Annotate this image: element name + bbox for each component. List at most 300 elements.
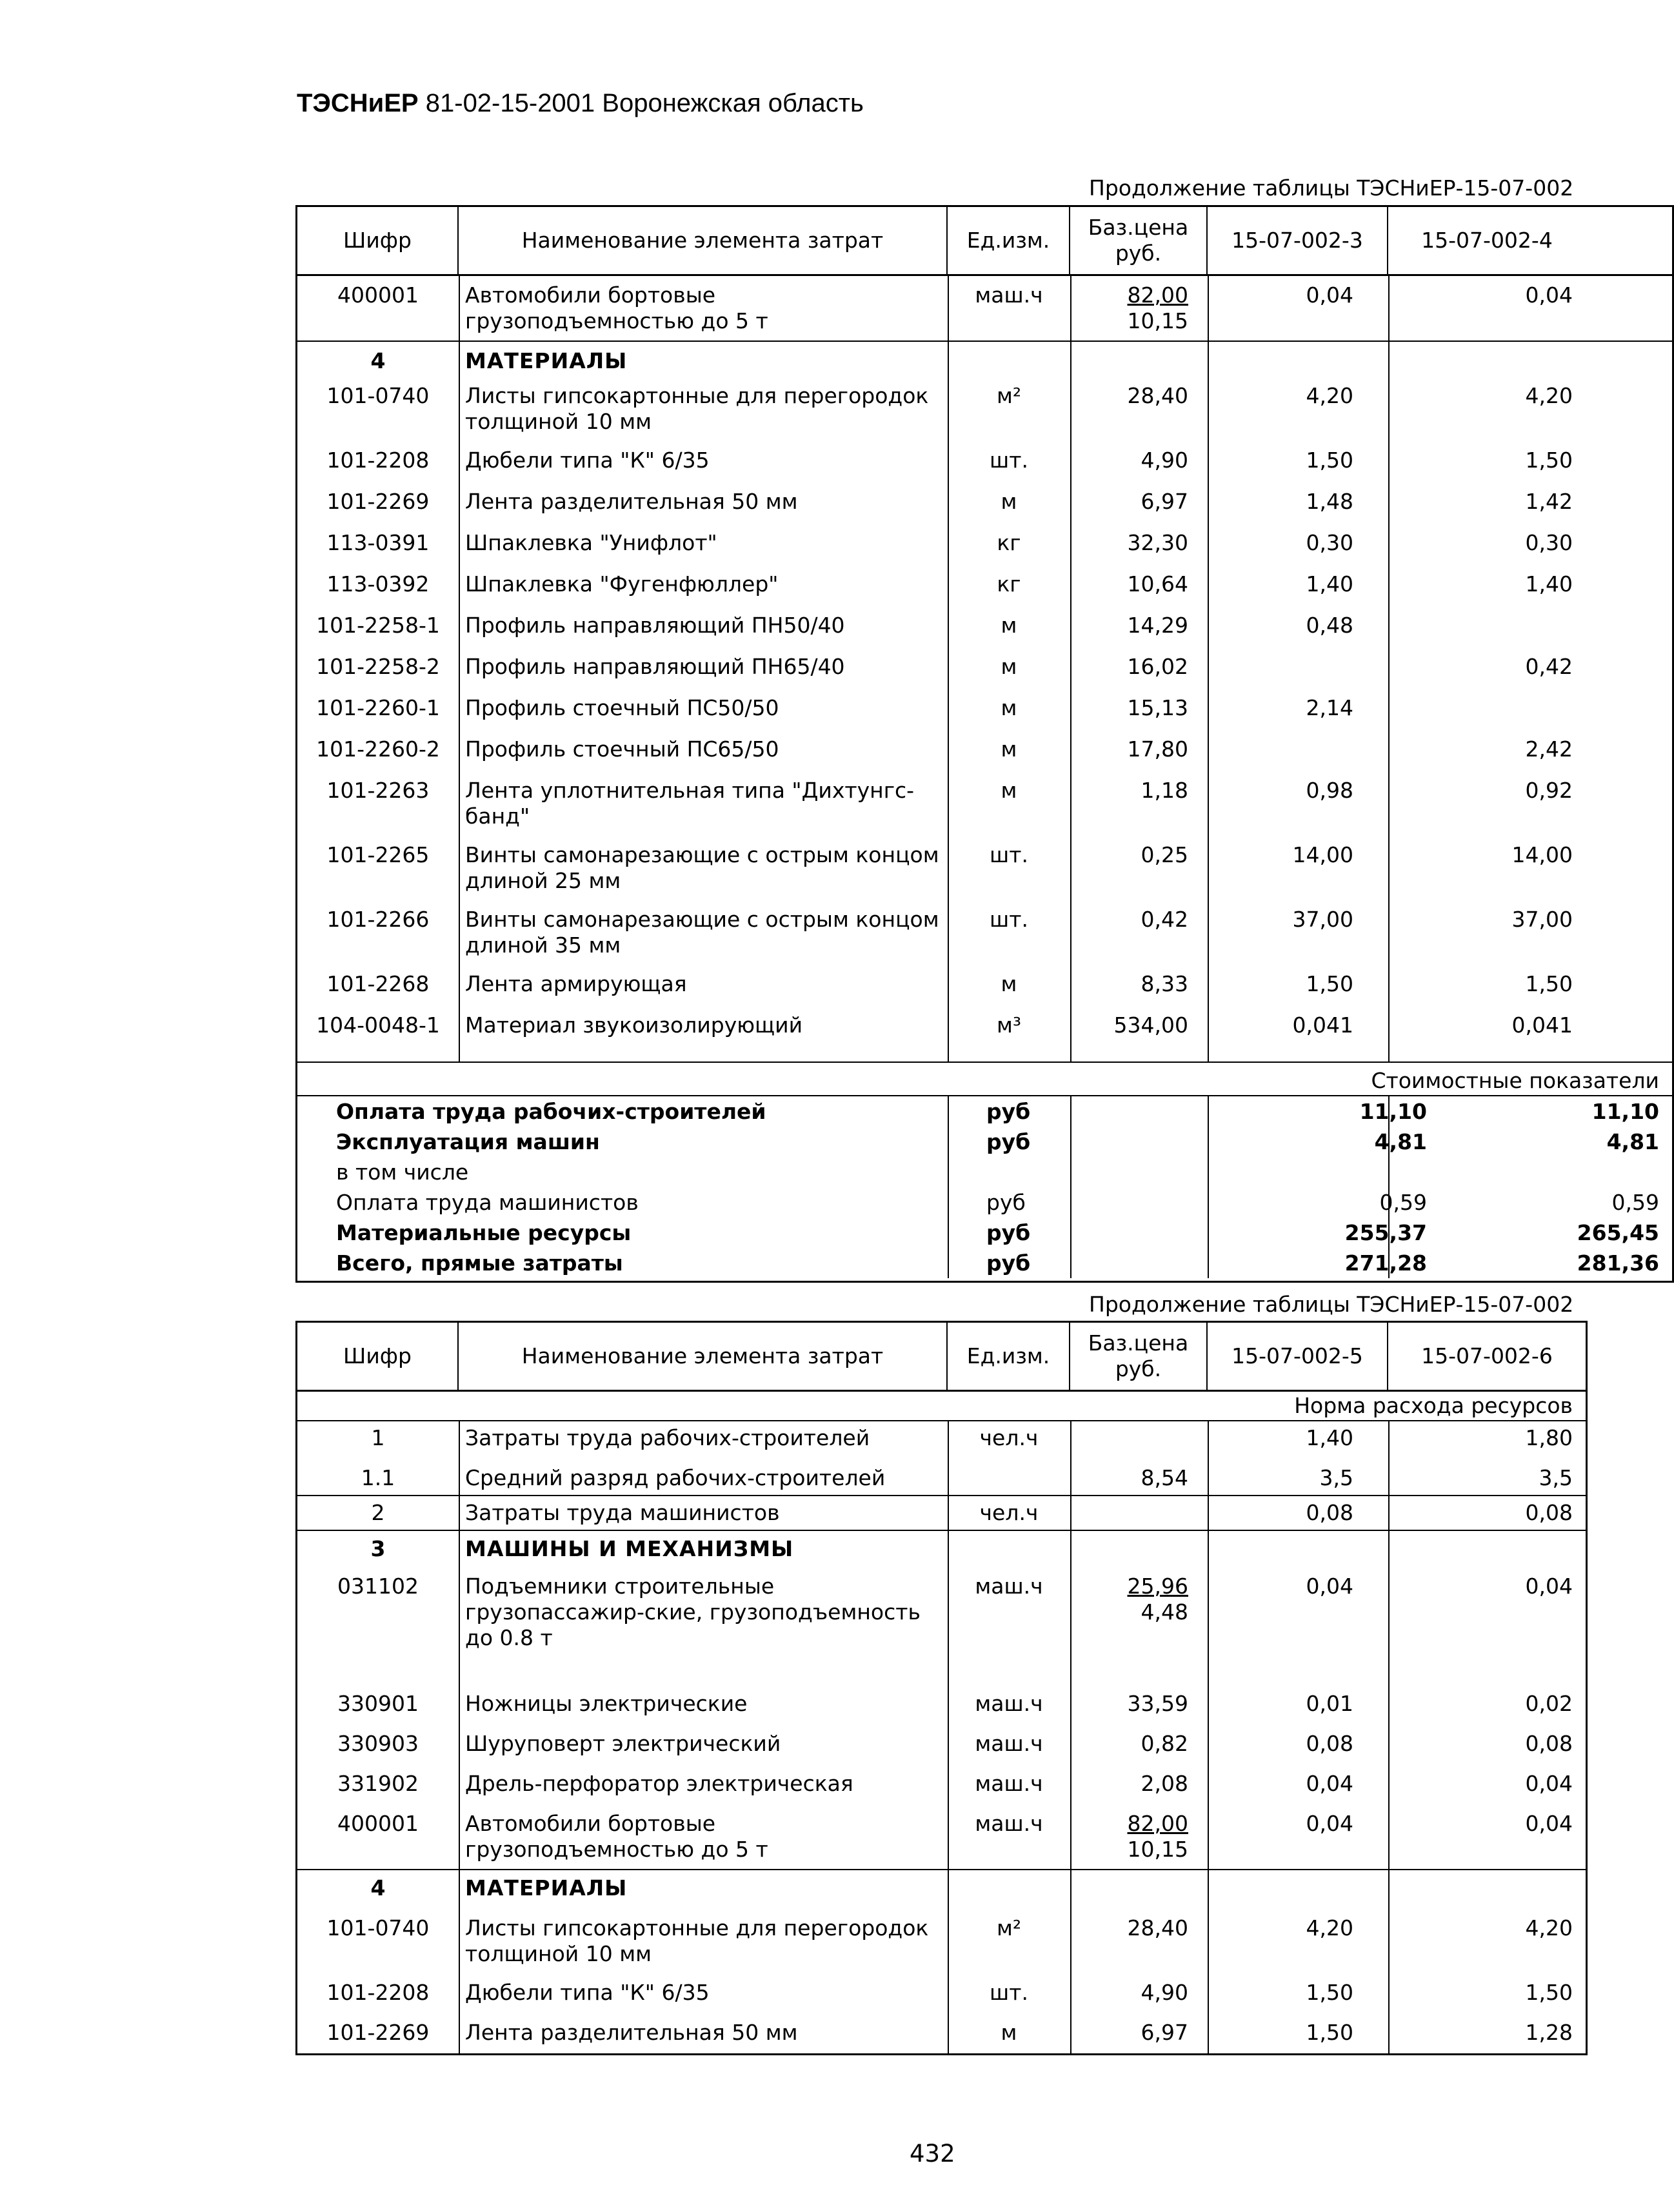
cell-code: 113-0391 [326, 530, 430, 555]
cell-norm-b: 37,00 [1511, 907, 1573, 932]
cell-price [1070, 282, 1208, 334]
cell-norm-b: 1,50 [1525, 1980, 1573, 2005]
price-value: 17,80 [1127, 736, 1188, 762]
cost-row [297, 1187, 1672, 1218]
column-divider [948, 1496, 949, 1530]
cell-unit: м [1001, 2020, 1017, 2045]
table1 [295, 205, 1674, 1283]
cell-code: 101-2269 [326, 2020, 430, 2045]
price-value: 16,02 [1127, 654, 1188, 679]
column-divider [948, 1870, 949, 2053]
col-header-price: Баз.цена руб. [1070, 1323, 1208, 1390]
col-header-norm-3: 15-07-002-3 [1208, 207, 1388, 274]
material-row [297, 971, 1672, 997]
price-value: 0,82 [1141, 1731, 1188, 1756]
price-value: 28,40 [1127, 383, 1188, 408]
column-divider [1070, 342, 1071, 1062]
cell-name: Дрель-перфоратор электрическая [465, 1771, 853, 1796]
cost-price-empty [1109, 1096, 1246, 1127]
section-number: 3 [370, 1536, 386, 1561]
price-value-secondary: 10,15 [1127, 308, 1188, 333]
cell-norm-a: 0,04 [1306, 282, 1353, 308]
cell-norm-a: 37,00 [1292, 907, 1353, 932]
material-row [297, 530, 1672, 556]
cell-unit: м² [996, 1915, 1022, 1940]
column-divider [1070, 1531, 1071, 1869]
cost-unit: руб [986, 1190, 1026, 1215]
machine-row [297, 282, 1672, 334]
col-header-unit: Ед.изм. [948, 1323, 1070, 1390]
cell-price [1070, 778, 1208, 829]
header-title: 81-02-15-2001 Воронежская область [425, 89, 864, 117]
cell-name: Ножницы электрические [465, 1691, 748, 1716]
cell-norm-a: 0,041 [1292, 1012, 1353, 1038]
cell-norm-b: 0,04 [1525, 1574, 1573, 1599]
material-row [297, 489, 1672, 515]
material-row [297, 654, 1672, 680]
cell-name: Подъемники строительные грузопассажир-ские, грузоподъемность до 0.8 т [465, 1574, 921, 1650]
cell-price [1070, 1771, 1208, 1797]
cost-price-empty [1109, 1187, 1246, 1218]
price-value: 82,00 [1127, 282, 1188, 308]
section-title-row [297, 348, 1672, 374]
page-number: 432 [910, 2140, 955, 2168]
cell-unit: маш.ч [975, 1771, 1043, 1796]
cell-name: Затраты труда рабочих-строителей [465, 1425, 870, 1450]
cell-unit: шт. [990, 1980, 1028, 2005]
column-divider [1388, 342, 1390, 1062]
cost-price-empty [1109, 1218, 1246, 1248]
column-divider [1208, 1870, 1209, 2053]
cell-norm-a: 0,48 [1306, 613, 1353, 638]
cell-price [1070, 530, 1208, 556]
cost-value-b [1462, 1157, 1672, 1187]
material-row [297, 1915, 1586, 1967]
price-value: 6,97 [1141, 2020, 1188, 2045]
cell-code: 101-2268 [326, 971, 430, 996]
cell-unit: м³ [996, 1012, 1022, 1038]
cell-unit: м [1001, 613, 1017, 638]
labor-row [297, 1425, 1586, 1451]
cell-price [1070, 1691, 1208, 1717]
cell-code: 101-2208 [326, 448, 430, 473]
section-number: 4 [370, 1875, 386, 1901]
cell-name: Шпаклевка "Унифлот" [465, 530, 717, 555]
machine-row [297, 1771, 1586, 1797]
cost-unit [948, 1157, 1109, 1187]
cell-price [1070, 1915, 1208, 1967]
cost-unit: руб [986, 1220, 1031, 1245]
cell-code: 101-2208 [326, 1980, 430, 2005]
cost-label: Оплата труда машинистов [336, 1190, 639, 1215]
table2-machinists-section [297, 1496, 1586, 1531]
column-divider [1070, 276, 1071, 341]
cell-norm-a: 2,14 [1306, 695, 1353, 720]
cell-name: Материал звукоизолирующий [465, 1012, 803, 1038]
cell-name: Лента разделительная 50 мм [465, 489, 798, 514]
column-divider [459, 1870, 460, 2053]
price-value: 82,00 [1127, 1811, 1188, 1836]
material-row [297, 1980, 1586, 2006]
cell-unit: м [1001, 971, 1017, 996]
cell-norm-b: 1,28 [1525, 2020, 1573, 2045]
price-value: 32,30 [1127, 530, 1188, 555]
cost-row [297, 1248, 1672, 1278]
section-title-row [297, 1875, 1586, 1901]
header-code: ТЭСНиЕР [297, 89, 419, 117]
col-header-name: Наименование элемента затрат [459, 207, 948, 274]
cost-value-b: 265,45 [1577, 1220, 1659, 1245]
cell-code: 101-2258-1 [316, 613, 440, 638]
cell-unit: маш.ч [975, 1731, 1043, 1756]
cell-norm-b: 0,42 [1525, 654, 1573, 679]
table1-header-row [297, 207, 1672, 276]
material-row [297, 2020, 1586, 2046]
column-divider [1208, 1421, 1209, 1495]
material-row [297, 571, 1672, 597]
column-divider [459, 1421, 460, 1495]
col-header-norm-4: 15-07-002-4 [1421, 228, 1553, 253]
cell-norm-a [1208, 654, 1388, 680]
material-row [297, 695, 1672, 721]
col-header-price: Баз.цена руб. [1070, 207, 1208, 274]
cell-code: 330901 [337, 1691, 419, 1716]
table2-machines-section [297, 1531, 1586, 1870]
labor-row [297, 1465, 1586, 1491]
cell-unit: шт. [990, 907, 1028, 932]
cell-norm-b: 1,40 [1525, 571, 1573, 597]
cell-code: 101-0740 [326, 383, 430, 408]
column-divider [1070, 1870, 1071, 2053]
column-divider [459, 276, 460, 341]
cost-value-b: 4,81 [1606, 1129, 1659, 1154]
cell-price [1070, 571, 1208, 597]
cost-row [297, 1157, 1672, 1187]
column-divider [948, 1421, 949, 1495]
machinists-row [297, 1500, 1586, 1526]
cell-name: Шуруповерт электрический [465, 1731, 781, 1756]
cell-price [1070, 1500, 1208, 1526]
cell-norm-b: 0,08 [1525, 1500, 1573, 1525]
machine-row [297, 1691, 1586, 1717]
cost-row [297, 1127, 1672, 1157]
material-row [297, 778, 1672, 829]
cell-norm-a [1208, 736, 1388, 762]
price-value: 33,59 [1127, 1691, 1188, 1716]
cell-code: 101-2258-2 [316, 654, 440, 679]
cell-name: Средний разряд рабочих-строителей [465, 1465, 886, 1490]
cost-value-b: 281,36 [1577, 1250, 1659, 1276]
column-divider [1208, 1096, 1209, 1278]
cell-name: Дюбели типа "К" 6/35 [465, 448, 710, 473]
cell-price [1070, 1574, 1208, 1651]
cell-name: Винты самонарезающие с острым концом длиной 25 мм [465, 842, 939, 893]
column-divider [1208, 342, 1209, 1062]
col-header-code: Шифр [297, 207, 459, 274]
section-title: МАТЕРИАЛЫ [465, 348, 628, 373]
cell-norm-b: 4,20 [1525, 383, 1573, 408]
cell-code: 330903 [337, 1731, 419, 1756]
column-divider [1388, 1096, 1390, 1278]
cell-name: Листы гипсокартонные для перегородок толщиной 10 мм [465, 383, 929, 434]
cost-price-empty [1109, 1127, 1246, 1157]
cell-unit: маш.ч [975, 1691, 1043, 1716]
cell-price [1070, 2020, 1208, 2046]
cell-price [1070, 907, 1208, 958]
cost-value-a: 271,28 [1344, 1250, 1427, 1276]
table2-header-row [297, 1323, 1586, 1392]
column-divider [1070, 1496, 1071, 1530]
cell-code: 101-2265 [326, 842, 430, 867]
column-divider [459, 1496, 460, 1530]
cell-name: Автомобили бортовые грузоподъемностью до 5 т [465, 282, 768, 333]
cell-name: Винты самонарезающие с острым концом длиной 35 мм [465, 907, 939, 958]
norm-title: Норма расхода ресурсов [1294, 1393, 1573, 1418]
cell-unit: м² [996, 383, 1022, 408]
column-divider [948, 1096, 949, 1278]
machine-row [297, 1731, 1586, 1757]
cell-norm-a: 1,50 [1306, 448, 1353, 473]
cell-code: 101-2269 [326, 489, 430, 514]
col-header-code: Шифр [297, 1323, 459, 1390]
cell-norm-a: 1,40 [1306, 1425, 1353, 1450]
cell-name: Дюбели типа "К" 6/35 [465, 1980, 710, 2005]
cost-value-b: 11,10 [1591, 1099, 1659, 1124]
cell-norm-a: 0,04 [1306, 1574, 1353, 1599]
cell-norm-a: 0,30 [1306, 530, 1353, 555]
machine-row [297, 1574, 1586, 1651]
cell-norm-b: 0,30 [1525, 530, 1573, 555]
cell-price [1070, 1811, 1208, 1862]
cell-name: Профиль направляющий ПН65/40 [465, 654, 845, 679]
section-title: МАШИНЫ И МЕХАНИЗМЫ [465, 1536, 794, 1561]
price-value: 1,18 [1141, 778, 1188, 803]
cost-price-empty [1109, 1248, 1246, 1278]
col-header-unit: Ед.изм. [948, 207, 1070, 274]
price-value: 10,64 [1127, 571, 1188, 597]
cell-norm-b [1388, 613, 1586, 638]
cost-unit: руб [986, 1129, 1031, 1154]
section-number: 4 [370, 348, 386, 373]
table1-cost-section [297, 1063, 1672, 1281]
table2-continuation: Продолжение таблицы ТЭСНиЕР-15-07-002 [1089, 1292, 1574, 1317]
col-header-name: Наименование элемента затрат [459, 1323, 948, 1390]
cost-row [297, 1218, 1672, 1248]
cell-norm-a: 14,00 [1292, 842, 1353, 867]
column-divider [948, 342, 949, 1062]
cell-name: Профиль стоечный ПС65/50 [465, 736, 779, 762]
cell-norm-b: 3,5 [1539, 1465, 1573, 1490]
column-divider [459, 1531, 460, 1869]
table1-machines-tail [297, 276, 1672, 342]
cell-unit: чел.ч [979, 1500, 1039, 1525]
column-divider [948, 1531, 949, 1869]
cell-name: Профиль стоечный ПС50/50 [465, 695, 779, 720]
cost-value-a: 0,59 [1379, 1190, 1427, 1215]
cost-label: Материальные ресурсы [336, 1220, 632, 1245]
cell-norm-a: 0,98 [1306, 778, 1353, 803]
cell-unit: м [1001, 695, 1017, 720]
cell-norm-a: 0,04 [1306, 1771, 1353, 1796]
material-row [297, 736, 1672, 762]
cell-price [1070, 842, 1208, 894]
cell-norm-a: 1,50 [1306, 971, 1353, 996]
price-value: 15,13 [1127, 695, 1188, 720]
cell-code: 101-2260-1 [316, 695, 440, 720]
cell-code: 400001 [337, 1811, 419, 1836]
cell-norm-a: 0,08 [1306, 1500, 1353, 1525]
cell-price [1070, 448, 1208, 473]
cell-norm-a: 4,20 [1306, 383, 1353, 408]
material-row [297, 907, 1672, 958]
cell-unit: м [1001, 489, 1017, 514]
cell-price [1070, 654, 1208, 680]
cell-norm-a: 1,40 [1306, 571, 1353, 597]
cell-norm-a: 1,50 [1306, 2020, 1353, 2045]
cell-norm-b: 1,50 [1525, 448, 1573, 473]
cell-price [1070, 1465, 1208, 1491]
cell-unit: маш.ч [975, 282, 1043, 308]
column-divider [1388, 276, 1390, 341]
price-value: 14,29 [1127, 613, 1188, 638]
cost-unit: руб [986, 1250, 1031, 1276]
cell-name: Лента разделительная 50 мм [465, 2020, 798, 2045]
column-divider [1070, 1096, 1071, 1278]
cost-label: Эксплуатация машин [336, 1129, 600, 1154]
price-value: 0,42 [1141, 907, 1188, 932]
cell-norm-b: 0,92 [1525, 778, 1573, 803]
cell-norm-b: 1,50 [1525, 971, 1573, 996]
cell-unit: маш.ч [975, 1811, 1043, 1836]
cost-price-empty [1109, 1157, 1246, 1187]
column-divider [1208, 276, 1209, 341]
cell-norm-b: 0,04 [1525, 1811, 1573, 1836]
cell-code: 101-2260-2 [316, 736, 440, 762]
cell-unit: шт. [990, 448, 1028, 473]
price-value: 8,54 [1141, 1465, 1188, 1490]
cell-norm-a: 3,5 [1319, 1465, 1353, 1490]
price-value: 4,90 [1141, 1980, 1188, 2005]
column-divider [1388, 1496, 1390, 1530]
cell-norm-a: 0,01 [1306, 1691, 1353, 1716]
cell-price [1070, 695, 1208, 721]
material-row [297, 1012, 1672, 1038]
machine-row [297, 1811, 1586, 1862]
cell-norm-b: 0,08 [1525, 1731, 1573, 1756]
column-divider [1388, 1531, 1390, 1869]
material-row [297, 842, 1672, 894]
table2-norm-title-row [297, 1392, 1586, 1421]
cell-name: Профиль направляющий ПН50/40 [465, 613, 845, 638]
cell-name: Затраты труда машинистов [465, 1500, 780, 1525]
cell-unit: м [1001, 654, 1017, 679]
cell-unit: шт. [990, 842, 1028, 867]
cell-norm-b: 14,00 [1511, 842, 1573, 867]
column-divider [948, 276, 949, 341]
cost-label: Оплата труда рабочих-строителей [336, 1099, 766, 1124]
cell-norm-b: 1,42 [1525, 489, 1573, 514]
cell-code: 101-2263 [326, 778, 430, 803]
cell-norm-a: 0,08 [1306, 1731, 1353, 1756]
material-row [297, 448, 1672, 473]
cell-code: 104-0048-1 [316, 1012, 440, 1038]
cell-norm-b: 0,041 [1511, 1012, 1573, 1038]
cell-price [1070, 613, 1208, 638]
price-value-secondary: 4,48 [1141, 1599, 1188, 1624]
cell-unit: маш.ч [975, 1574, 1043, 1599]
section-title: МАТЕРИАЛЫ [465, 1875, 628, 1901]
cell-norm-b [1388, 695, 1586, 721]
cell-norm-a: 1,50 [1306, 1980, 1353, 2005]
cost-rows [297, 1096, 1672, 1278]
cell-name: Листы гипсокартонные для перегородок толщиной 10 мм [465, 1915, 929, 1966]
material-row [297, 613, 1672, 638]
document-header [297, 89, 864, 118]
col-header-norm-6: 15-07-002-6 [1421, 1343, 1553, 1368]
cell-name: Лента уплотнительная типа "Дихтунгс-банд" [465, 778, 915, 829]
cell-price [1070, 383, 1208, 435]
column-divider [459, 342, 460, 1062]
cell-price [1070, 1012, 1208, 1038]
cell-norm-b: 1,80 [1525, 1425, 1573, 1450]
cell-code: 331902 [337, 1771, 419, 1796]
cell-norm-a: 4,20 [1306, 1915, 1353, 1940]
cell-unit: кг [997, 530, 1021, 555]
cell-name: Шпаклевка "Фугенфюллер" [465, 571, 779, 597]
cell-code: 101-0740 [326, 1915, 430, 1940]
cell-unit: чел.ч [979, 1425, 1039, 1450]
cost-row [297, 1096, 1672, 1127]
cell-code: 2 [371, 1500, 385, 1525]
price-value: 25,96 [1127, 1574, 1188, 1599]
cell-price [1070, 736, 1208, 762]
table1-materials-section [297, 342, 1672, 1063]
cell-unit: кг [997, 571, 1021, 597]
cell-norm-a: 0,04 [1306, 1811, 1353, 1836]
cost-label: в том числе [336, 1160, 469, 1185]
cell-norm-b: 0,02 [1525, 1691, 1573, 1716]
column-divider [1388, 1421, 1390, 1495]
price-value: 2,08 [1141, 1771, 1188, 1796]
column-divider [1388, 1870, 1390, 2053]
cell-unit: м [1001, 736, 1017, 762]
cost-unit: руб [986, 1099, 1031, 1124]
cell-norm-b: 0,04 [1525, 1771, 1573, 1796]
price-value: 4,90 [1141, 448, 1188, 473]
cell-code: 113-0392 [326, 571, 430, 597]
cell-price [1070, 971, 1208, 997]
table1-continuation: Продолжение таблицы ТЭСНиЕР-15-07-002 [1089, 175, 1574, 201]
price-value: 6,97 [1141, 489, 1188, 514]
cell-code: 1 [371, 1425, 385, 1450]
cost-value-b: 0,59 [1611, 1190, 1659, 1215]
table2-materials-section [297, 1870, 1586, 2053]
cost-value-a: 255,37 [1344, 1220, 1427, 1245]
column-divider [1208, 1496, 1209, 1530]
cost-value-a [1246, 1157, 1462, 1187]
cell-code: 101-2266 [326, 907, 430, 932]
table2-labor-section [297, 1421, 1586, 1496]
cell-norm-b: 0,04 [1525, 282, 1573, 308]
cell-norm-b: 4,20 [1525, 1915, 1573, 1940]
price-value-secondary: 10,15 [1127, 1837, 1188, 1862]
cost-value-a: 11,10 [1359, 1099, 1427, 1124]
table2 [295, 1321, 1588, 2055]
price-value: 28,40 [1127, 1915, 1188, 1940]
cell-norm-b: 2,42 [1525, 736, 1573, 762]
cell-price [1070, 1731, 1208, 1757]
price-value: 534,00 [1113, 1012, 1188, 1038]
